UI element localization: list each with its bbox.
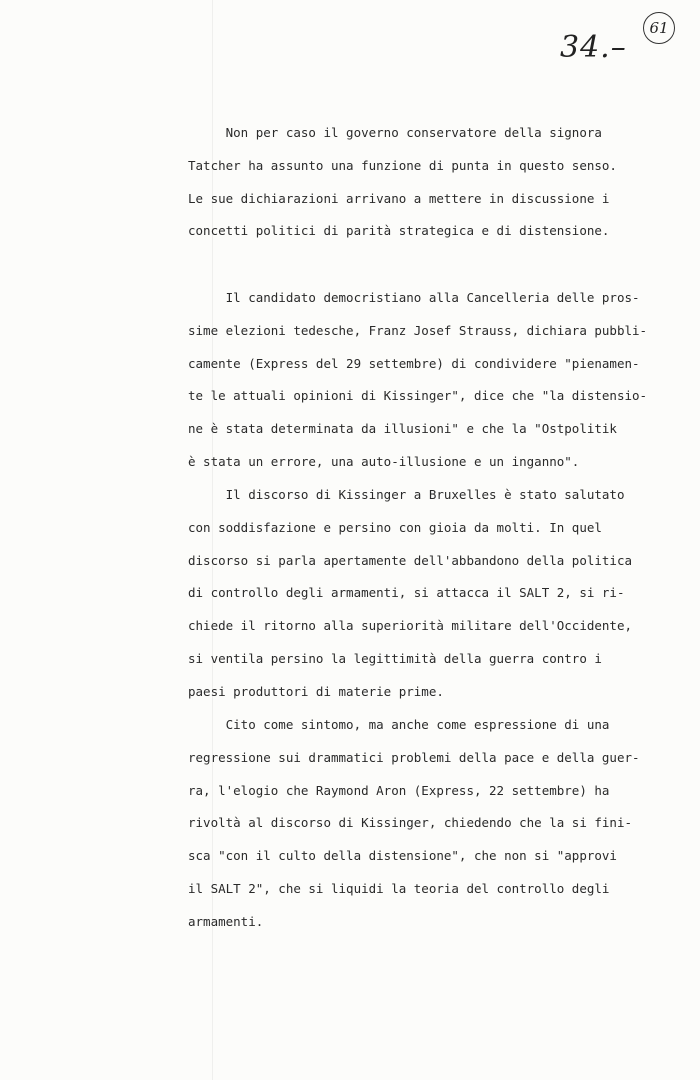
- archive-stamp-number: 61: [643, 12, 675, 44]
- text-line: camente (Express del 29 settembre) di condividere "pienamen-: [188, 355, 640, 371]
- text-line: ra, l'elogio che Raymond Aron (Express, 22 settembre) ha: [188, 782, 610, 798]
- text-line: te le attuali opinioni di Kissinger", dice che "la distensio-: [188, 388, 648, 404]
- page-number: 34.–: [560, 30, 627, 65]
- text-line: Il discorso di Kissinger a Bruxelles è stato salutato: [188, 487, 625, 502]
- paragraph-4: [188, 709, 640, 939]
- text-line: Tatcher ha assunto una funzione di punta in questo senso.: [188, 157, 617, 173]
- text-line: paesi produttori di materie prime.: [188, 683, 444, 699]
- paragraph-3: [188, 479, 633, 709]
- text-line: Le sue dichiarazioni arrivano a mettere in discussione i: [188, 190, 610, 206]
- paragraph-1: [188, 117, 628, 248]
- text-line: rivoltà al discorso di Kissinger, chiedendo che la si fini-: [188, 815, 633, 831]
- text-line: concetti politici di parità strategica e di distensione.: [188, 223, 610, 239]
- text-line: il SALT 2", che si liquidi la teoria del controllo degli: [188, 880, 610, 896]
- text-line: chiede il ritorno alla superiorità militare dell'Occidente,: [188, 618, 633, 634]
- text-line: sime elezioni tedesche, Franz Josef Strauss, dichiara pubbli-: [188, 322, 648, 338]
- text-line: Il candidato democristiano alla Cancelleria delle pros-: [188, 290, 640, 305]
- text-line: Non per caso il governo conservatore della signora: [188, 125, 602, 140]
- text-line: sca "con il culto della distensione", che non si "approvi: [188, 848, 617, 864]
- text-line: Cito come sintomo, ma anche come espressione di una: [188, 717, 610, 732]
- text-line: con soddisfazione e persino con gioia da molti. In quel: [188, 519, 602, 535]
- text-line: si ventila persino la legittimità della guerra contro i: [188, 650, 602, 666]
- text-line: discorso si parla apertamente dell'abbandono della politica: [188, 552, 633, 568]
- text-line: ne è stata determinata da illusioni" e che la "Ostpolitik: [188, 421, 617, 437]
- text-line: armamenti.: [188, 913, 264, 929]
- paragraph-2: [188, 282, 648, 479]
- text-line: è stata un errore, una auto-illusione e un inganno".: [188, 453, 580, 469]
- text-line: regressione sui drammatici problemi della pace e della guer-: [188, 749, 640, 765]
- text-line: di controllo degli armamenti, si attacca il SALT 2, si ri-: [188, 585, 625, 601]
